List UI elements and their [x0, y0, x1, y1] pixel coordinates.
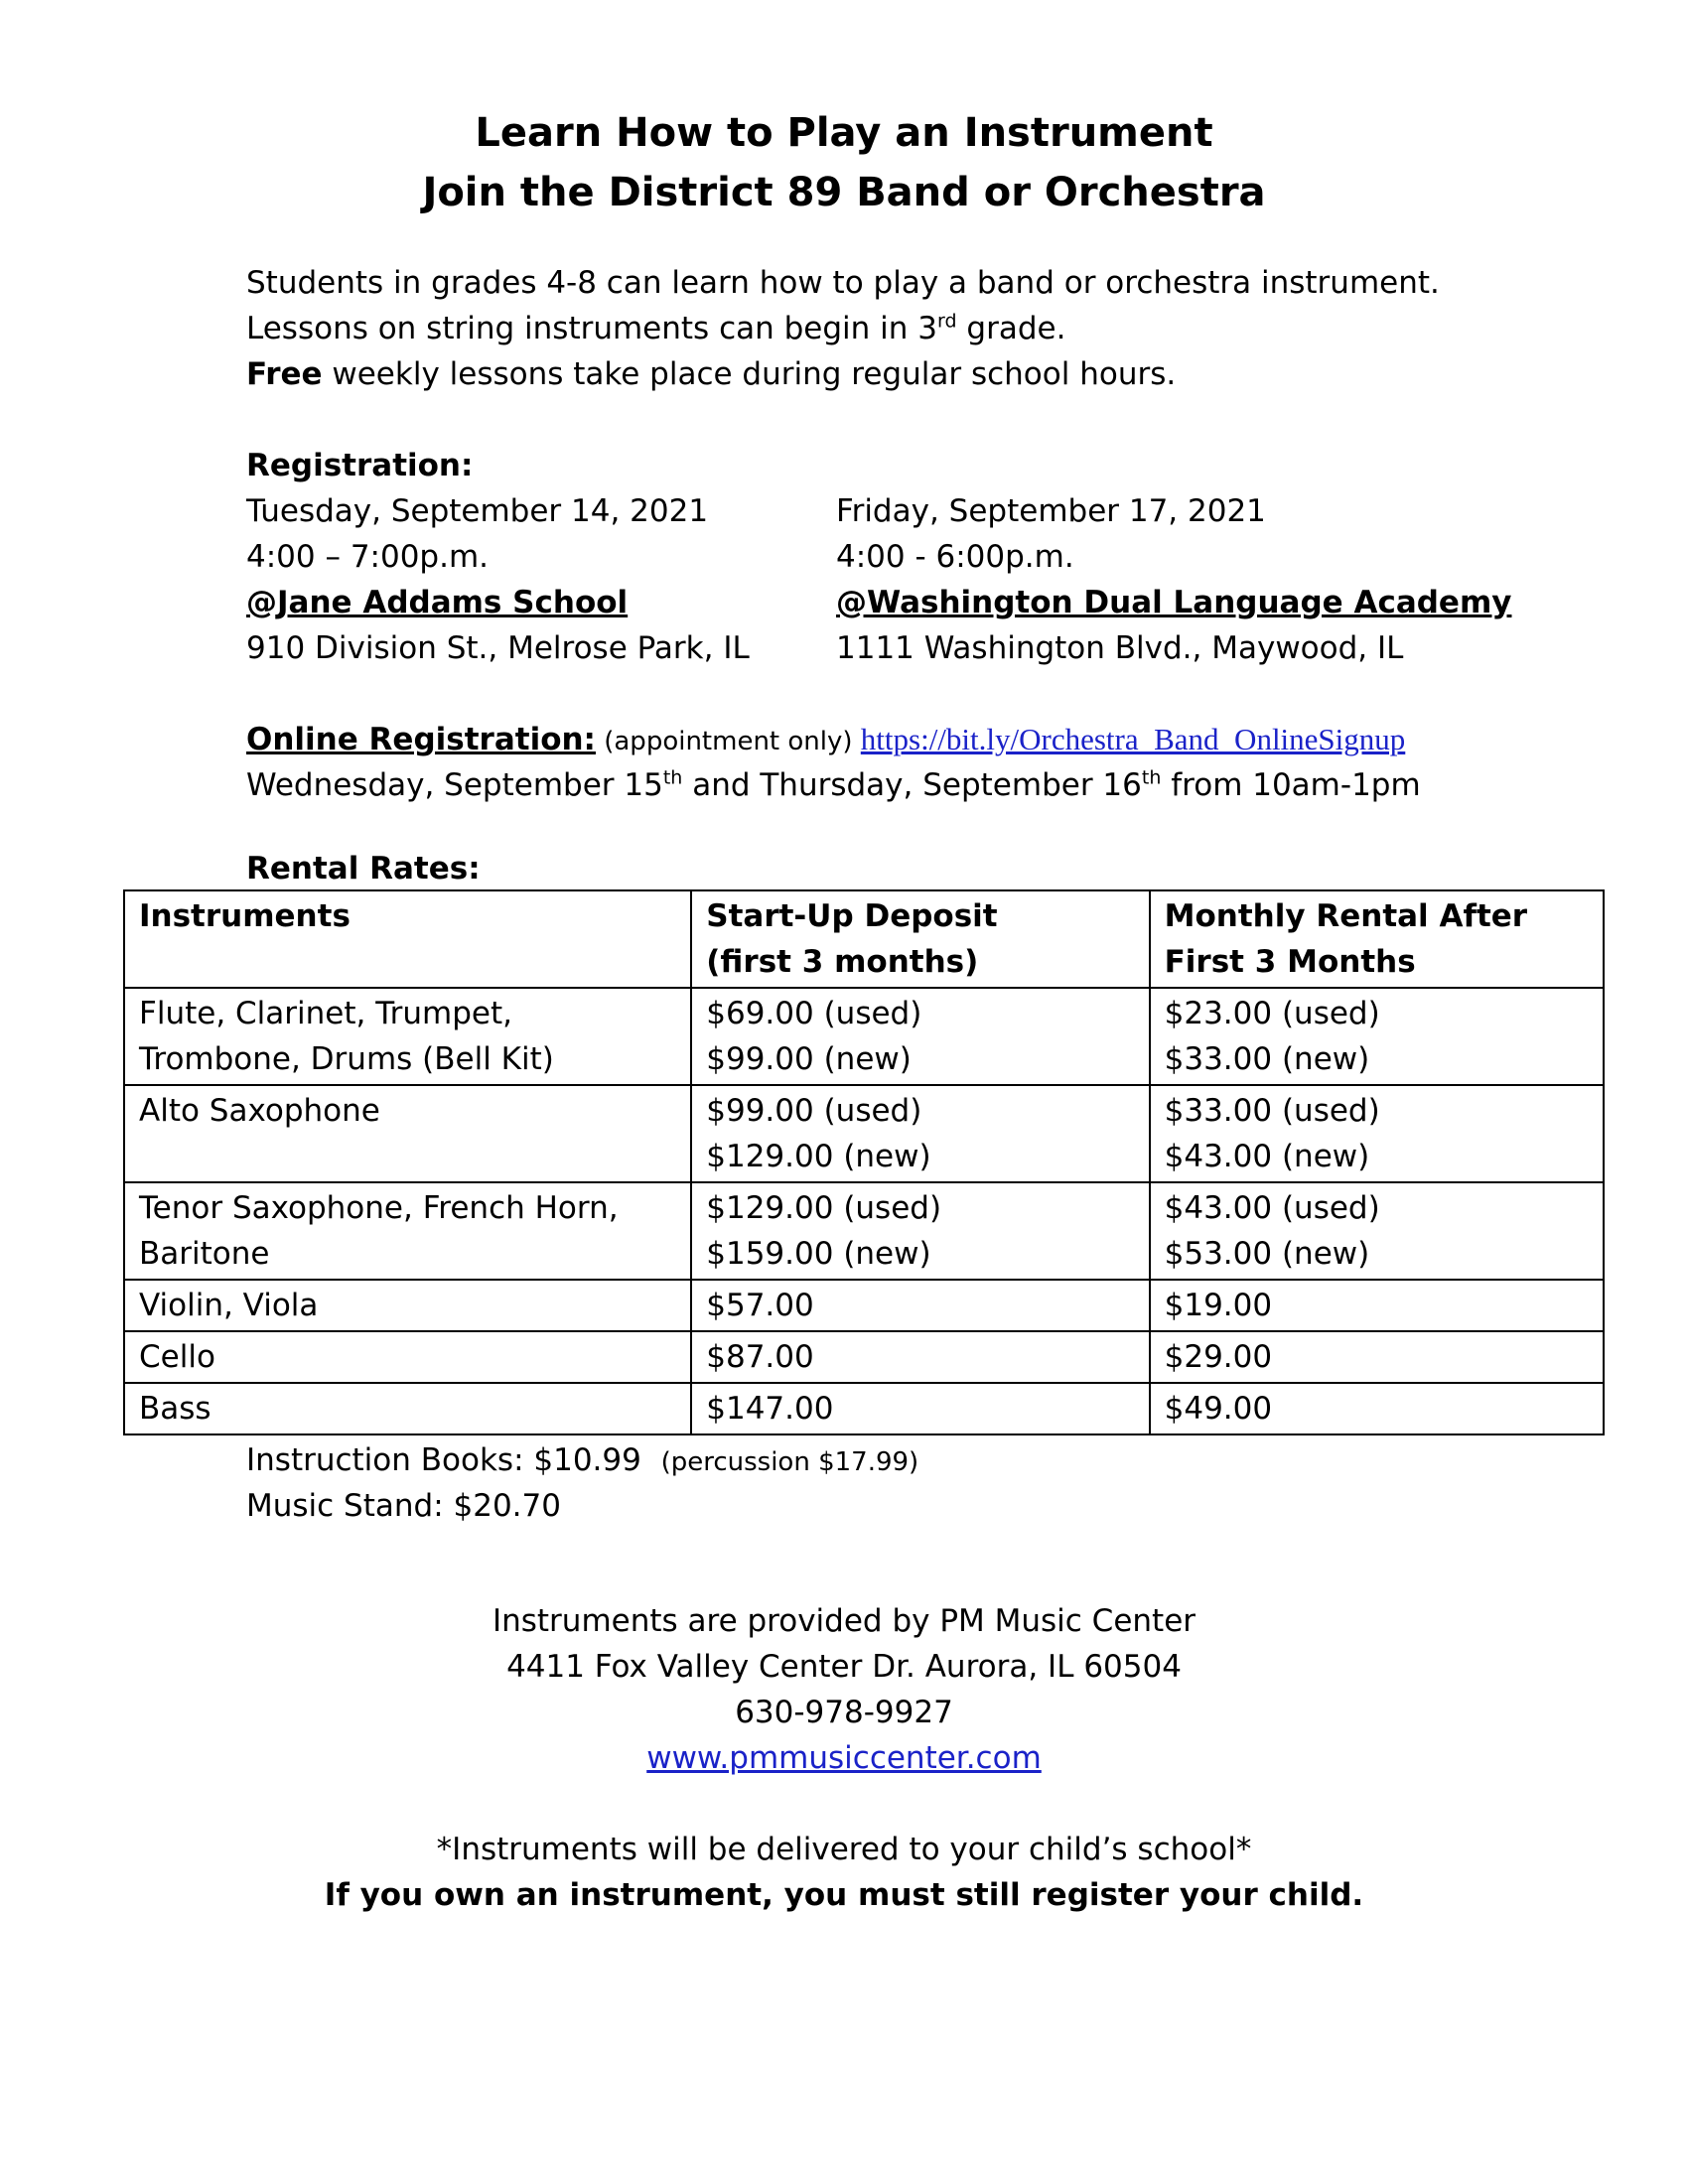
table-row: [124, 1383, 1604, 1434]
deposit-cell: $147.00: [691, 1383, 1149, 1434]
provider-website-line: [0, 1735, 1688, 1781]
intro-line-1: Students in grades 4-8 can learn how to play a band or orchestra instrument.: [246, 265, 1440, 301]
registration-right-location: @Washington Dual Language Academy: [836, 585, 1512, 620]
percussion-books-note: (percussion $17.99): [660, 1447, 919, 1477]
deposit-cell: $69.00 (used) $99.00 (new): [691, 988, 1149, 1085]
registration-right-date: Friday, September 17, 2021: [836, 493, 1266, 529]
monthly-cell: $29.00: [1150, 1331, 1604, 1383]
free-emphasis: Free: [246, 356, 323, 392]
own-instrument-note: If you own an instrument, you must still register your child.: [324, 1877, 1364, 1913]
table-row: [124, 1280, 1604, 1331]
column-header-monthly-rental: Monthly Rental After First 3 Months: [1150, 890, 1604, 988]
delivery-note: *Instruments will be delivered to your child’s school*: [436, 1832, 1252, 1867]
instruction-books-line: [246, 1437, 918, 1485]
monthly-cell: $33.00 (used) $43.00 (new): [1150, 1085, 1604, 1182]
online-registration-note: (appointment only): [595, 727, 861, 756]
title-line-1: Learn How to Play an Instrument: [475, 110, 1213, 156]
online-registration-line: [246, 717, 1405, 764]
instrument-cell: Violin, Viola: [124, 1280, 691, 1331]
registration-left-date: Tuesday, September 14, 2021: [246, 493, 709, 529]
column-header-startup-deposit: Start-Up Deposit (first 3 months): [691, 890, 1149, 988]
instrument-cell: Alto Saxophone: [124, 1085, 691, 1182]
registration-right-address: 1111 Washington Blvd., Maywood, IL: [836, 630, 1404, 666]
instrument-cell: Flute, Clarinet, Trumpet, Trombone, Drums (Bell Kit): [124, 988, 691, 1085]
registration-left-address: 910 Division St., Melrose Park, IL: [246, 630, 750, 666]
instrument-cell: Bass: [124, 1383, 691, 1434]
column-header-instruments: Instruments: [124, 890, 691, 988]
rental-rates-table: [123, 889, 1605, 1435]
intro-line-2: Lessons on string instruments can begin in 3rd grade.: [246, 310, 1066, 346]
registration-right-time: 4:00 - 6:00p.m.: [836, 539, 1074, 575]
table-row: [124, 1331, 1604, 1383]
rental-rates-heading: Rental Rates:: [246, 851, 481, 887]
online-signup-link[interactable]: https://bit.ly/Orchestra_Band_OnlineSignup: [860, 722, 1406, 756]
table-header-row: [124, 890, 1604, 988]
music-stand-line: Music Stand: $20.70: [246, 1488, 561, 1524]
table-row: [124, 988, 1604, 1085]
deposit-cell: $87.00: [691, 1331, 1149, 1383]
provider-website-link[interactable]: www.pmmusiccenter.com: [646, 1740, 1042, 1776]
provider-name: Instruments are provided by PM Music Center: [492, 1603, 1196, 1639]
deposit-cell: $129.00 (used) $159.00 (new): [691, 1182, 1149, 1280]
table-row: [124, 1182, 1604, 1280]
online-registration-dates: Wednesday, September 15th and Thursday, September 16th from 10am-1pm: [246, 766, 1421, 803]
monthly-cell: $49.00: [1150, 1383, 1604, 1434]
table-row: [124, 1085, 1604, 1182]
deposit-cell: $99.00 (used) $129.00 (new): [691, 1085, 1149, 1182]
instrument-cell: Cello: [124, 1331, 691, 1383]
registration-heading: Registration:: [246, 448, 474, 483]
registration-left-location: @Jane Addams School: [246, 585, 629, 620]
provider-address: 4411 Fox Valley Center Dr. Aurora, IL 60504: [506, 1649, 1182, 1685]
registration-left-time: 4:00 – 7:00p.m.: [246, 539, 490, 575]
online-registration-label: Online Registration:: [246, 722, 596, 757]
deposit-cell: $57.00: [691, 1280, 1149, 1331]
monthly-cell: $19.00: [1150, 1280, 1604, 1331]
intro-line-3: Free weekly lessons take place during regular school hours.: [246, 356, 1177, 392]
provider-phone: 630-978-9927: [735, 1695, 953, 1730]
monthly-cell: $43.00 (used) $53.00 (new): [1150, 1182, 1604, 1280]
instrument-cell: Tenor Saxophone, French Horn, Baritone: [124, 1182, 691, 1280]
monthly-cell: $23.00 (used) $33.00 (new): [1150, 988, 1604, 1085]
title-line-2: Join the District 89 Band or Orchestra: [422, 170, 1266, 215]
instruction-books-price: Instruction Books: $10.99: [246, 1442, 641, 1478]
